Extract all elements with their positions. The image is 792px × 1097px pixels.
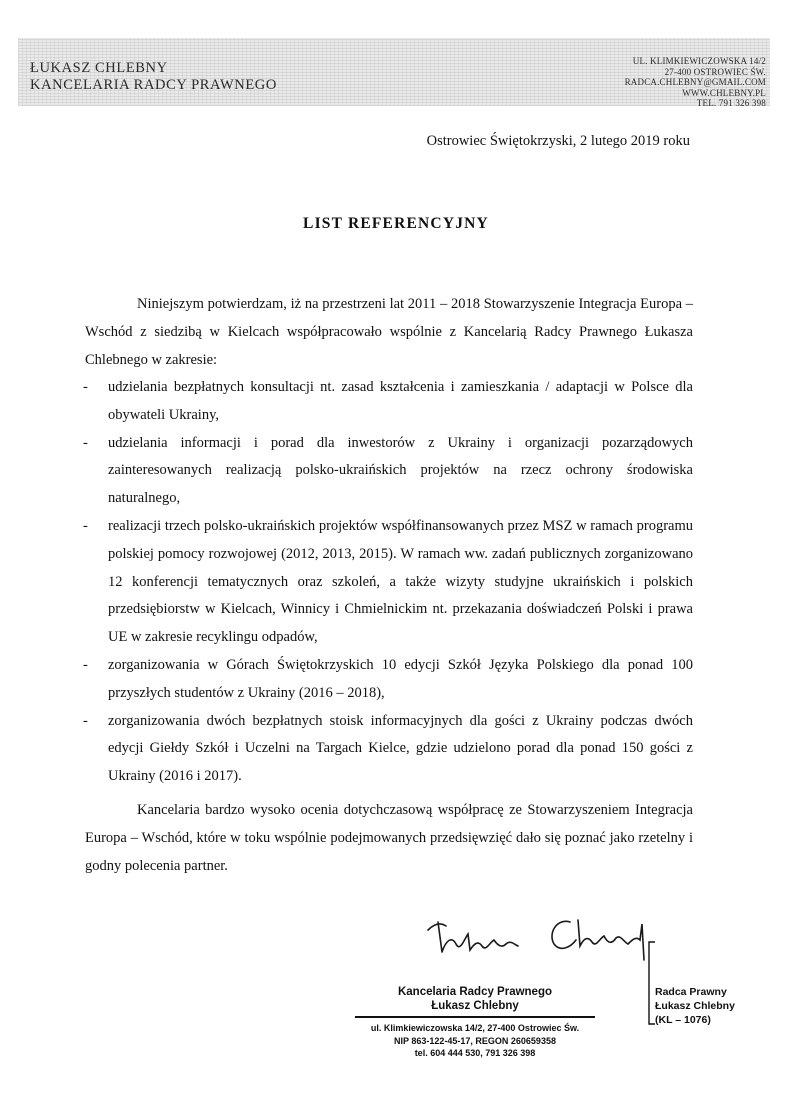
stamp-office-name: Kancelaria Radcy Prawnego [397, 986, 553, 998]
list-item [85, 708, 693, 791]
stamp-divider [355, 1016, 595, 1018]
scope-list [85, 374, 693, 791]
place-date: Ostrowiec Świętokrzyski, 2 lutego 2019 roku [426, 133, 690, 149]
title-stamp-role: Radca Prawny [655, 986, 727, 998]
office-stamp [355, 985, 595, 1060]
list-item [85, 513, 693, 652]
closing-text: Kancelaria bardzo wysoko ocenia dotychczasową współpracę ze Stowarzyszeniem Integracja Europa – Wschód, które w toku wspólnie podejmowanych przedsięwzięć dało się poznać jako rzetelny i godny polecenia partner. [85, 802, 693, 874]
list-dash: - [83, 434, 88, 451]
list-item-text: udzielania informacji i porad dla inwestorów z Ukrainy i organizacji pozarządowych zainteresowanych realizacją polsko-ukraińskich projektów na rzecz ochrony środowiska naturalnego, [108, 434, 693, 507]
letterhead-contact [625, 56, 766, 109]
list-item-text: udzielania bezpłatnych konsultacji nt. zasad kształcenia i zamieszkania / adaptacji w Polsce dla obywateli Ukrainy, [108, 379, 693, 423]
intro-text: Niniejszym potwierdzam, iż na przestrzeni lat 2011 – 2018 Stowarzyszenie Integracja Europa – Wschód z siedzibą w Kielcach współpracowało wspólnie z Kancelarią Radcy Prawnego Łukasza Chlebnego w zakresie: [85, 296, 693, 368]
contact-email: RADCA.CHLEBNY@GMAIL.COM [624, 77, 766, 87]
title-stamp-number: (KL – 1076) [655, 1014, 711, 1026]
list-item-text: realizacji trzech polsko-ukraińskich projektów współfinansowanych przez MSZ w ramach programu polskiej pomocy rozwojowej (2012, 2013, 2015). W ramach ww. zadań publicznych zorganizowano 12 konferencji tematycznych oraz szkoleń, a także wizyty studyjne ukraińskich i polskich przedsiębiorstw w Kielcach, Winnicy i Chmielnickim nt. przekazania doświadczeń Polski i prawa UE w zakresie recyklingu odpadów, [108, 517, 693, 646]
letterhead-office-line: KANCELARIA RADCY PRAWNEGO [30, 77, 277, 93]
contact-city: 27-400 OSTROWIEC ŚW. [664, 66, 766, 77]
list-item [85, 652, 693, 708]
list-dash: - [83, 656, 88, 673]
list-item-text: zorganizowania w Górach Świętokrzyskich 10 edycji Szkół Języka Polskiego dla ponad 100 przyszłych studentów z Ukrainy (2016 – 2018), [108, 656, 693, 701]
contact-phone: TEL. 791 326 398 [696, 98, 766, 108]
stamp-address: ul. Klimkiewiczowska 14/2, 27-400 Ostrowiec Św. [370, 1023, 580, 1033]
stamp-phone: tel. 604 444 530, 791 326 398 [414, 1048, 536, 1058]
title-stamp [655, 985, 735, 1027]
closing-paragraph [85, 797, 693, 880]
list-item-text: zorganizowania dwóch bezpłatnych stoisk informacyjnych dla gości z Ukrainy podczas dwóch edycji Giełdy Szkół i Uczelni na Targach Kielce, gdzie udzielono porad dla ponad 150 gości z Ukrainy (2016 i 2017). [108, 712, 693, 785]
intro-paragraph [85, 291, 693, 374]
list-item [85, 374, 693, 430]
document-title: LIST REFERENCYJNY [303, 215, 489, 232]
title-stamp-name: Łukasz Chlebny [655, 1000, 735, 1012]
list-item [85, 430, 693, 513]
contact-street: UL. KLIMKIEWICZOWSKA 14/2 [632, 56, 766, 66]
list-dash: - [83, 517, 88, 534]
contact-website: WWW.CHLEBNY.PL [682, 87, 766, 98]
letterhead-name [30, 60, 277, 94]
stamp-person-name: Łukasz Chlebny [431, 1000, 519, 1012]
list-dash: - [83, 379, 88, 395]
handwritten-signature [420, 900, 660, 970]
list-dash: - [83, 712, 88, 729]
stamp-tax-ids: NIP 863-122-45-17, REGON 260659358 [394, 1035, 556, 1046]
letterhead-name-line: ŁUKASZ CHLEBNY [30, 60, 168, 76]
